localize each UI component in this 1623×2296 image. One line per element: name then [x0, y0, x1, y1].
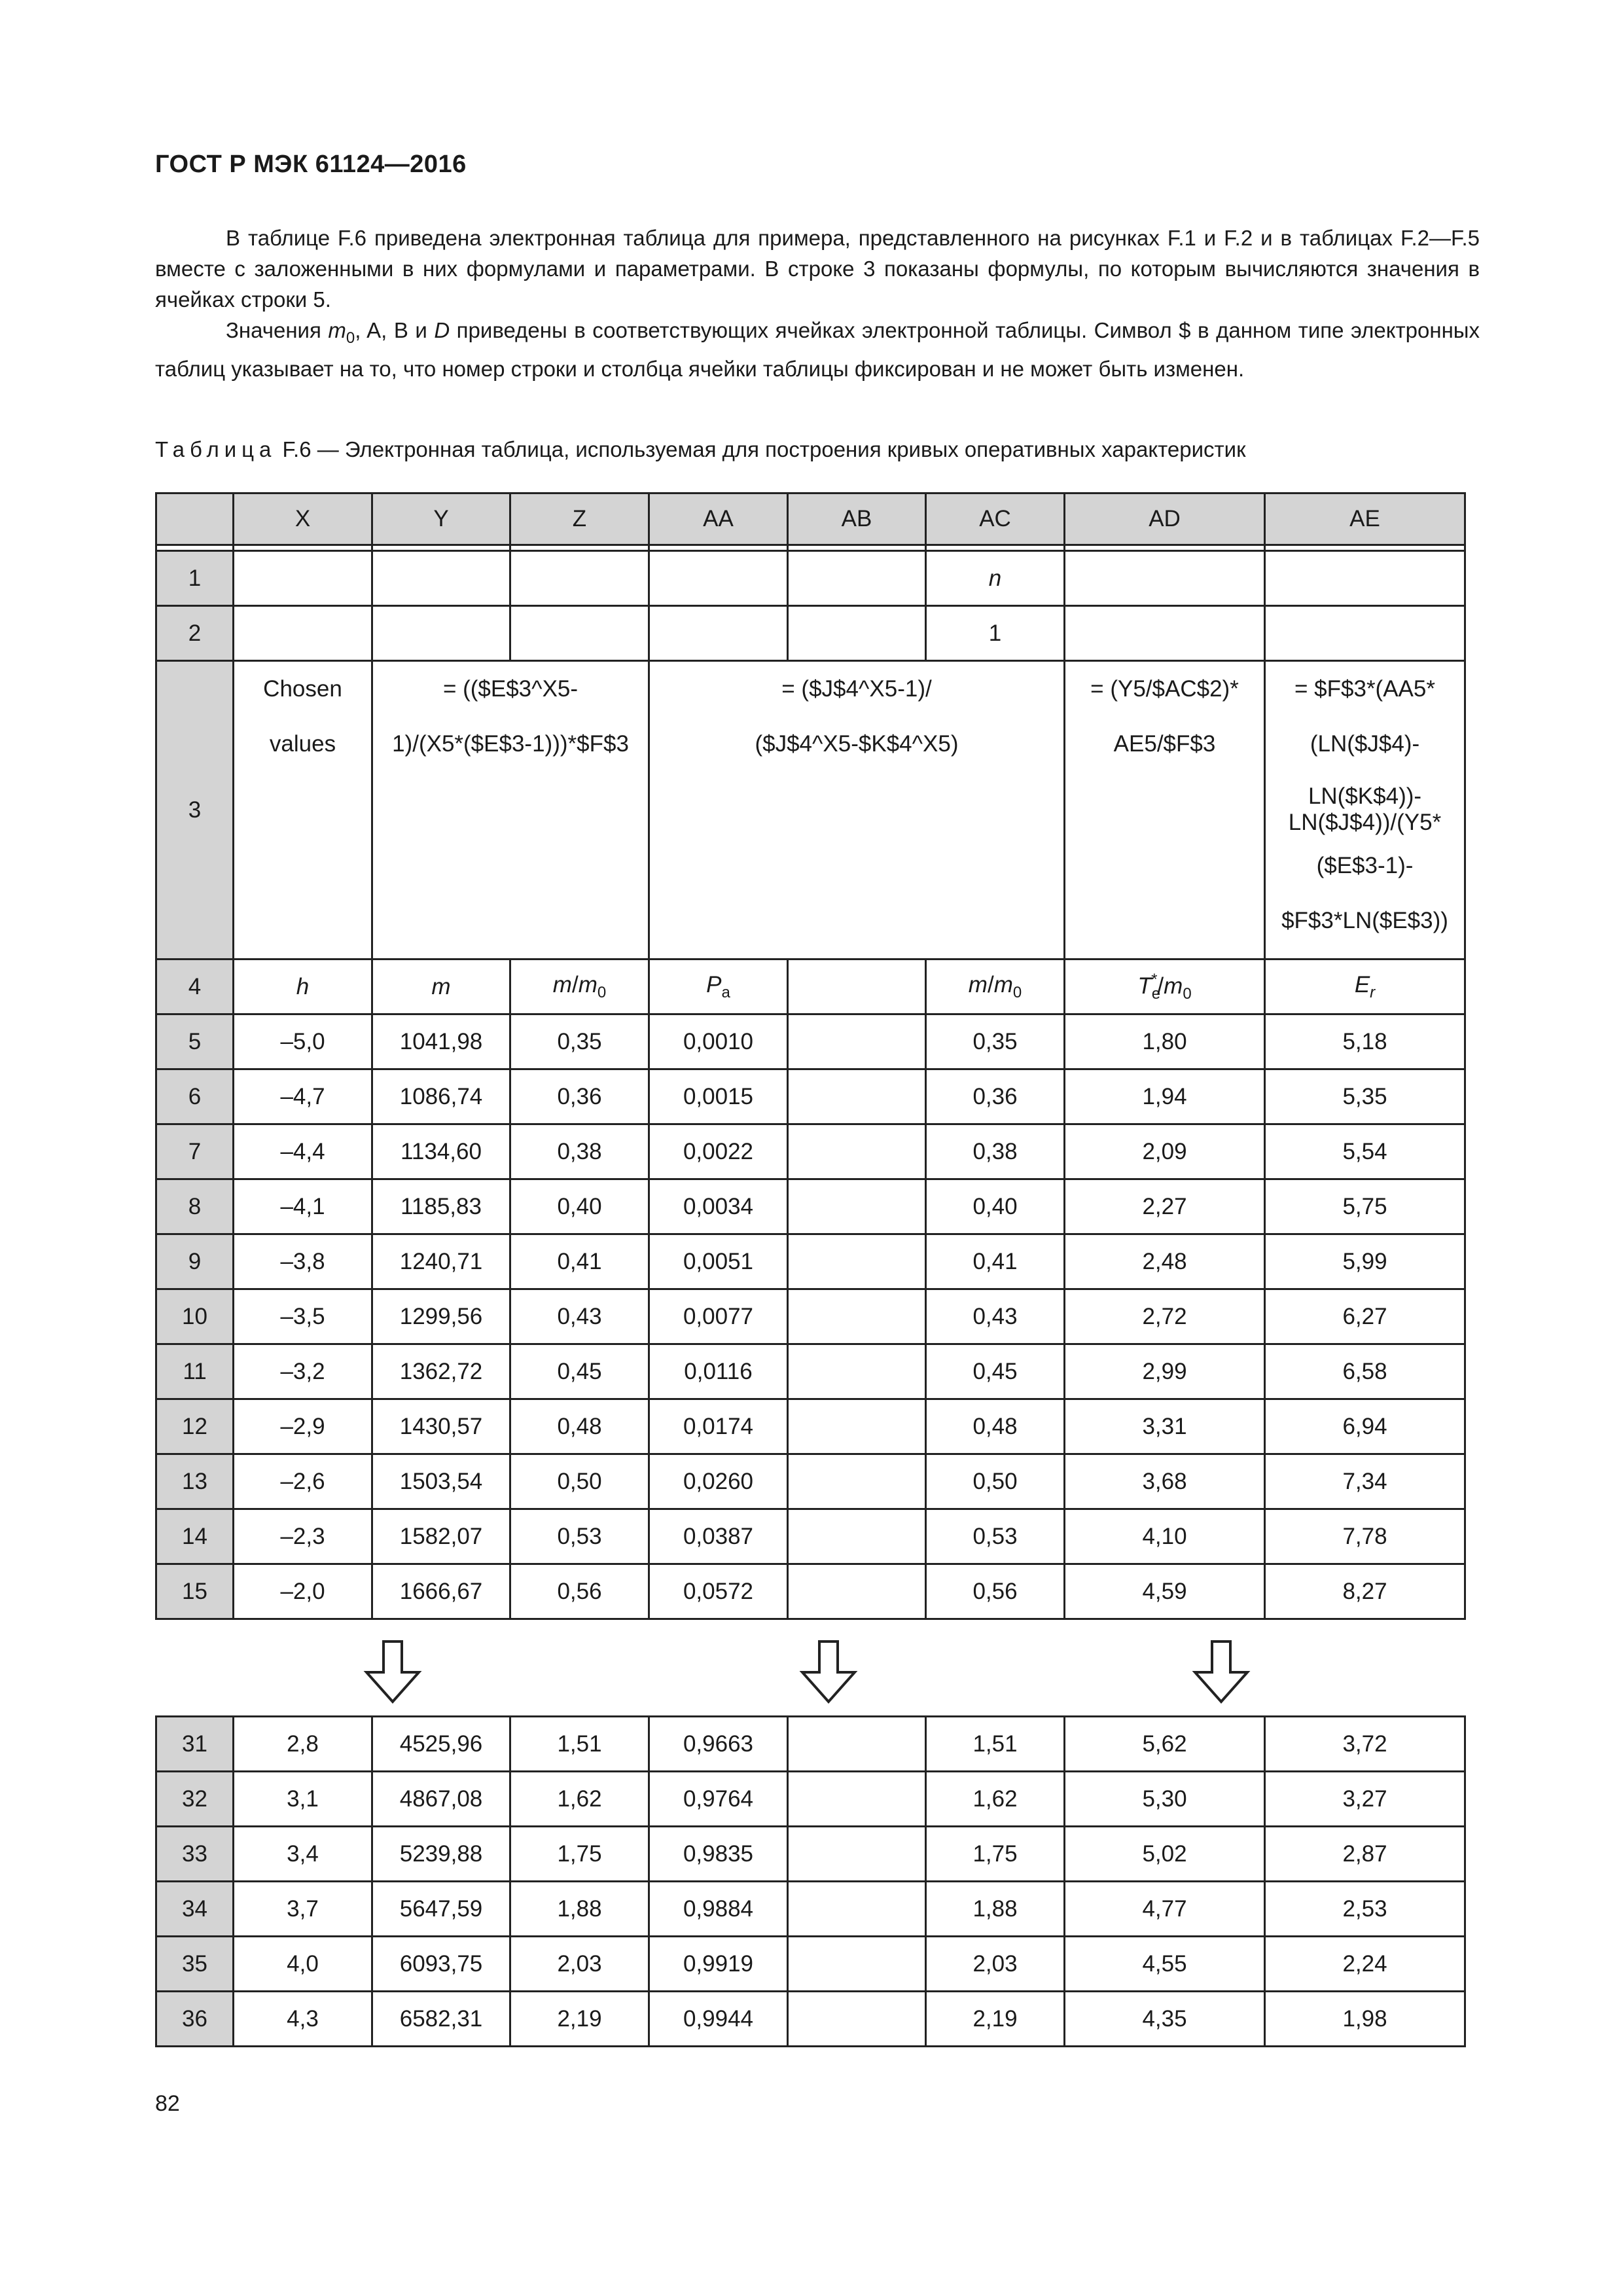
- cell: [1265, 606, 1465, 661]
- cell: 0,9919: [649, 1937, 788, 1992]
- cell: 2,19: [510, 1992, 649, 2047]
- cell: 4,0: [234, 1937, 372, 1992]
- cell: [649, 551, 788, 606]
- row-number: 6: [156, 1069, 234, 1124]
- cell: 4,10: [1065, 1509, 1265, 1564]
- table-row: [156, 1827, 1465, 1882]
- cell: 0,9764: [649, 1772, 788, 1827]
- cell: 4,35: [1065, 1992, 1265, 2047]
- table-row: [156, 1509, 1465, 1564]
- cell: 0,48: [926, 1399, 1065, 1454]
- table-row: [156, 1772, 1465, 1827]
- cell: 0,53: [510, 1509, 649, 1564]
- cell: 3,31: [1065, 1399, 1265, 1454]
- cell: 1134,60: [372, 1124, 510, 1179]
- cell: 2,87: [1265, 1827, 1465, 1882]
- table-row: [156, 1992, 1465, 2047]
- cell: 1,51: [926, 1717, 1065, 1772]
- cell: 0,0077: [649, 1289, 788, 1344]
- row-number: 2: [156, 606, 234, 661]
- cell: –4,4: [234, 1124, 372, 1179]
- cell: h: [234, 960, 372, 1014]
- corner-cell: [156, 493, 234, 545]
- spreadsheet-table-bottom: [155, 1715, 1466, 2047]
- header-gap: [156, 545, 1465, 551]
- cell: [788, 1344, 926, 1399]
- cell: 3,68: [1065, 1454, 1265, 1509]
- table-row: [156, 1014, 1465, 1069]
- cell: 1240,71: [372, 1234, 510, 1289]
- cell: 5,62: [1065, 1717, 1265, 1772]
- cell: 1582,07: [372, 1509, 510, 1564]
- column-header: AD: [1065, 493, 1265, 545]
- cell: 1,62: [926, 1772, 1065, 1827]
- formula-cell-ad: = (Y5/$AC$2)* AE5/$F$3: [1065, 661, 1265, 960]
- row-number: 11: [156, 1344, 234, 1399]
- cell: [788, 1992, 926, 2047]
- cell: 0,0010: [649, 1014, 788, 1069]
- cell: 0,38: [510, 1124, 649, 1179]
- column-header: AA: [649, 493, 788, 545]
- cell: 1,75: [926, 1827, 1065, 1882]
- cell: 1,62: [510, 1772, 649, 1827]
- table-row: [156, 1234, 1465, 1289]
- cell: 0,0260: [649, 1454, 788, 1509]
- cell: [234, 551, 372, 606]
- cell: 2,03: [510, 1937, 649, 1992]
- cell: 1086,74: [372, 1069, 510, 1124]
- cell: 0,9663: [649, 1717, 788, 1772]
- cell: [788, 1772, 926, 1827]
- cell: [788, 551, 926, 606]
- cell: 0,56: [510, 1564, 649, 1619]
- cell: [1065, 606, 1265, 661]
- cell: 1430,57: [372, 1399, 510, 1454]
- formula-row: [156, 661, 1465, 960]
- cell: [510, 551, 649, 606]
- row-number: 13: [156, 1454, 234, 1509]
- table-row: [156, 1717, 1465, 1772]
- cell: –2,3: [234, 1509, 372, 1564]
- cell: 5647,59: [372, 1882, 510, 1937]
- spreadsheet-table-top: [155, 492, 1466, 1620]
- cell: [788, 1399, 926, 1454]
- cell: 0,40: [926, 1179, 1065, 1234]
- cell: 4,3: [234, 1992, 372, 2047]
- cell: [788, 1717, 926, 1772]
- cell: 0,36: [926, 1069, 1065, 1124]
- cell: 0,0034: [649, 1179, 788, 1234]
- cell: [788, 960, 926, 1014]
- cell: 0,45: [510, 1344, 649, 1399]
- cell: 0,0051: [649, 1234, 788, 1289]
- table-row: [156, 1564, 1465, 1619]
- column-header-row: [156, 493, 1465, 545]
- cell: 1,75: [510, 1827, 649, 1882]
- cell: 1041,98: [372, 1014, 510, 1069]
- cell: [788, 1069, 926, 1124]
- cell: –3,5: [234, 1289, 372, 1344]
- cell: $T_e^*/m_0$: [1065, 960, 1265, 1014]
- cell: 6582,31: [372, 1992, 510, 2047]
- cell: –2,9: [234, 1399, 372, 1454]
- cell: 6,27: [1265, 1289, 1465, 1344]
- cell: 0,45: [926, 1344, 1065, 1399]
- cell: [788, 606, 926, 661]
- cell: 2,99: [1065, 1344, 1265, 1399]
- intro-paragraph-1: В таблице F.6 приведена электронная таблица для примера, представленного на рисунках F.1 и F.2 и в таблицах F.2—F.5 вместе с заложенными в них формулами и параметрами. В строке 3 показаны формулы, по которым вычисляются значения в ячейках строки 5.: [155, 226, 1480, 312]
- row-number: 1: [156, 551, 234, 606]
- cell: 1666,67: [372, 1564, 510, 1619]
- intro-text: [155, 223, 1480, 384]
- cell: [788, 1937, 926, 1992]
- cell: 7,78: [1265, 1509, 1465, 1564]
- table-row: [156, 1124, 1465, 1179]
- cell: 6,94: [1265, 1399, 1465, 1454]
- cell: 1,94: [1065, 1069, 1265, 1124]
- row-number: 15: [156, 1564, 234, 1619]
- cell: 1,80: [1065, 1014, 1265, 1069]
- row-number: 4: [156, 960, 234, 1014]
- cell: 0,50: [926, 1454, 1065, 1509]
- cell: [788, 1234, 926, 1289]
- row-number: 10: [156, 1289, 234, 1344]
- cell: 5,54: [1265, 1124, 1465, 1179]
- cell: –4,1: [234, 1179, 372, 1234]
- column-header: X: [234, 493, 372, 545]
- cell: 2,24: [1265, 1937, 1465, 1992]
- cell: 3,7: [234, 1882, 372, 1937]
- cell: [788, 1179, 926, 1234]
- cell: 6,58: [1265, 1344, 1465, 1399]
- cell: 0,56: [926, 1564, 1065, 1619]
- cell: –5,0: [234, 1014, 372, 1069]
- cell: 0,9884: [649, 1882, 788, 1937]
- cell: $m/m_0$: [926, 960, 1065, 1014]
- cell: 0,40: [510, 1179, 649, 1234]
- cell: 0,9835: [649, 1827, 788, 1882]
- cell: 3,4: [234, 1827, 372, 1882]
- column-header: AB: [788, 493, 926, 545]
- page-number: 82: [155, 2091, 180, 2116]
- cell: 1,51: [510, 1717, 649, 1772]
- table-row: [156, 1882, 1465, 1937]
- column-header: AE: [1265, 493, 1465, 545]
- cell: 1,98: [1265, 1992, 1465, 2047]
- cell: 8,27: [1265, 1564, 1465, 1619]
- cell: 1299,56: [372, 1289, 510, 1344]
- down-arrow-icon: [1195, 1641, 1247, 1702]
- cell: [234, 606, 372, 661]
- document-header: ГОСТ Р МЭК 61124—2016: [155, 151, 467, 178]
- table-row: [156, 1399, 1465, 1454]
- cell: [788, 1564, 926, 1619]
- table-row: [156, 606, 1465, 661]
- cell: 0,0015: [649, 1069, 788, 1124]
- cell: [372, 606, 510, 661]
- cell: 0,35: [510, 1014, 649, 1069]
- column-header: AC: [926, 493, 1065, 545]
- cell: 4,55: [1065, 1937, 1265, 1992]
- cell: 3,72: [1265, 1717, 1465, 1772]
- cell: 6093,75: [372, 1937, 510, 1992]
- cell: 5,35: [1265, 1069, 1465, 1124]
- cell: 0,35: [926, 1014, 1065, 1069]
- cell: 0,50: [510, 1454, 649, 1509]
- cell: 1185,83: [372, 1179, 510, 1234]
- cell: 0,41: [510, 1234, 649, 1289]
- variable-row: [156, 960, 1465, 1014]
- cell: 3,27: [1265, 1772, 1465, 1827]
- cell: 2,53: [1265, 1882, 1465, 1937]
- cell: 0,0022: [649, 1124, 788, 1179]
- cell: 2,8: [234, 1717, 372, 1772]
- row-number: 3: [156, 661, 234, 960]
- row-number: 31: [156, 1717, 234, 1772]
- cell: 1,88: [926, 1882, 1065, 1937]
- cell: 0,41: [926, 1234, 1065, 1289]
- cell: [788, 1827, 926, 1882]
- cell: 0,36: [510, 1069, 649, 1124]
- cell: 0,43: [926, 1289, 1065, 1344]
- table-row: [156, 1937, 1465, 1992]
- row-number: 12: [156, 1399, 234, 1454]
- cell: 1503,54: [372, 1454, 510, 1509]
- continuation-arrows: [0, 1636, 1623, 1708]
- cell: 4525,96: [372, 1717, 510, 1772]
- cell: 0,0116: [649, 1344, 788, 1399]
- table-row: [156, 551, 1465, 606]
- cell: 2,72: [1065, 1289, 1265, 1344]
- cell: [788, 1014, 926, 1069]
- row-number: 7: [156, 1124, 234, 1179]
- cell: 4,77: [1065, 1882, 1265, 1937]
- cell: [788, 1454, 926, 1509]
- cell: –2,6: [234, 1454, 372, 1509]
- cell: [788, 1124, 926, 1179]
- cell: 0,38: [926, 1124, 1065, 1179]
- cell: $m/m_0$: [510, 960, 649, 1014]
- formula-cell-aa: = ($J$4^X5-1)/ ($J$4^X5-$K$4^X5): [649, 661, 1065, 960]
- cell: $E_r$: [1265, 960, 1465, 1014]
- cell: –2,0: [234, 1564, 372, 1619]
- row-number: 34: [156, 1882, 234, 1937]
- row-number: 35: [156, 1937, 234, 1992]
- row-number: 32: [156, 1772, 234, 1827]
- row-number: 8: [156, 1179, 234, 1234]
- table-row: [156, 1344, 1465, 1399]
- cell: [1065, 551, 1265, 606]
- cell: 0,0387: [649, 1509, 788, 1564]
- formula-cell-ae: = $F$3*(AA5* (LN($J$4)- LN($K$4))- LN($J$4))/(Y5* ($E$3-1)- $F$3*LN($E$3)): [1265, 661, 1465, 960]
- intro-paragraph-2: Значения $m_0$, A, B и D приведены в соответствующих ячейках электронной таблицы. Символ $ в данном типе электронных таблиц указывает на то, что номер строки и столбца ячейки таблицы фиксирован и не может быть изменен.: [155, 318, 1480, 381]
- cell: 0,9944: [649, 1992, 788, 2047]
- down-arrow-icon: [802, 1641, 855, 1702]
- cell: 5,18: [1265, 1014, 1465, 1069]
- cell: m: [372, 960, 510, 1014]
- row-number: 14: [156, 1509, 234, 1564]
- down-arrow-icon: [366, 1641, 419, 1702]
- cell: 2,09: [1065, 1124, 1265, 1179]
- cell: 2,19: [926, 1992, 1065, 2047]
- cell: 0,48: [510, 1399, 649, 1454]
- cell: 5239,88: [372, 1827, 510, 1882]
- cell: [788, 1882, 926, 1937]
- formula-cell-x: Chosen values: [234, 661, 372, 960]
- cell: [788, 1509, 926, 1564]
- cell: 2,27: [1065, 1179, 1265, 1234]
- cell: –3,8: [234, 1234, 372, 1289]
- cell: 5,75: [1265, 1179, 1465, 1234]
- cell: [649, 606, 788, 661]
- cell: [510, 606, 649, 661]
- cell: 0,53: [926, 1509, 1065, 1564]
- cell: 0,0572: [649, 1564, 788, 1619]
- cell: 5,99: [1265, 1234, 1465, 1289]
- table-row: [156, 1069, 1465, 1124]
- cell: –3,2: [234, 1344, 372, 1399]
- cell: 4867,08: [372, 1772, 510, 1827]
- cell: 1: [926, 606, 1065, 661]
- table-row: [156, 1179, 1465, 1234]
- table-row: [156, 1454, 1465, 1509]
- cell: [788, 1289, 926, 1344]
- row-number: 33: [156, 1827, 234, 1882]
- cell: [372, 551, 510, 606]
- cell: n: [926, 551, 1065, 606]
- cell: 1,88: [510, 1882, 649, 1937]
- cell: 3,1: [234, 1772, 372, 1827]
- cell: 2,48: [1065, 1234, 1265, 1289]
- cell: –4,7: [234, 1069, 372, 1124]
- row-number: 36: [156, 1992, 234, 2047]
- cell: 7,34: [1265, 1454, 1465, 1509]
- cell: 4,59: [1065, 1564, 1265, 1619]
- cell: 1362,72: [372, 1344, 510, 1399]
- cell: 5,02: [1065, 1827, 1265, 1882]
- cell: 5,30: [1065, 1772, 1265, 1827]
- table-row: [156, 1289, 1465, 1344]
- formula-cell-y: = (($E$3^X5- 1)/(X5*($E$3-1)))*$F$3: [372, 661, 649, 960]
- column-header: Z: [510, 493, 649, 545]
- row-number: 9: [156, 1234, 234, 1289]
- cell: [1265, 551, 1465, 606]
- column-header: Y: [372, 493, 510, 545]
- cell: 0,0174: [649, 1399, 788, 1454]
- cell: 2,03: [926, 1937, 1065, 1992]
- cell: $P_a$: [649, 960, 788, 1014]
- table-caption: Таблица F.6 — Электронная таблица, используемая для построения кривых оперативных характеристик: [155, 437, 1246, 461]
- cell: 0,43: [510, 1289, 649, 1344]
- row-number: 5: [156, 1014, 234, 1069]
